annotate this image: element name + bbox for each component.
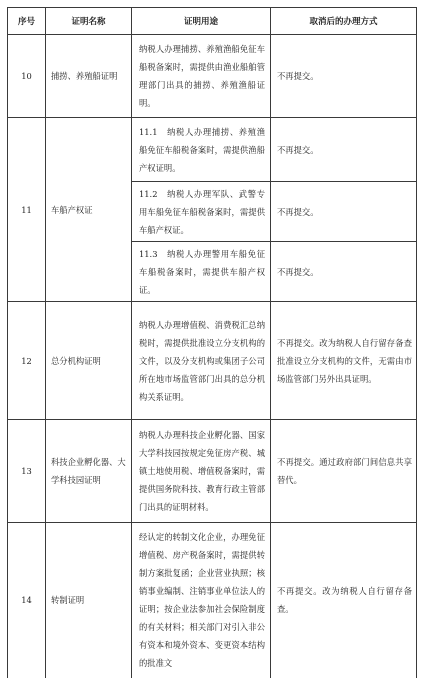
row-usage: 经认定的转制文化企业，办理免征增值税、房产税备案时，需提供转制方案批复函；企业营业执照；核销事业编制、注销事业单位法人的证明；按企业法参加社会保险制度的有关材料；相关部门对引入非公有资本和境外资本、变更资本结构的批准文 <box>132 523 271 678</box>
row-usage: 纳税人办理捕捞、养殖渔船免征车船税备案时，需提供由渔业船舶管理部门出具的捕捞、养殖渔船证明。 <box>132 35 271 118</box>
row-after: 不再提交。通过政府部门间信息共享替代。 <box>271 420 417 523</box>
row-after-sub: 不再提交。 <box>271 182 417 242</box>
header-no: 序号 <box>8 8 46 35</box>
row-after-sub: 不再提交。 <box>271 118 417 182</box>
row-after: 不再提交。改为纳税人自行留存备查批准设立分支机构的文件，无需由市场监管部门另外出具证明。 <box>271 302 417 420</box>
table-row <box>8 118 417 182</box>
row-name: 转制证明 <box>46 523 132 678</box>
row-after-sub: 不再提交。 <box>271 242 417 302</box>
header-after: 取消后的办理方式 <box>271 8 417 35</box>
row-usage: 纳税人办理增值税、消费税汇总纳税时，需提供批准设立分支机构的文件，以及分支机构或集团子公司所在地市场监管部门出具的总分机构关系证明。 <box>132 302 271 420</box>
table-row <box>8 302 417 420</box>
row-no: 14 <box>8 523 46 678</box>
header-name: 证明名称 <box>46 8 132 35</box>
row-no: 11 <box>8 118 46 302</box>
table-row <box>8 35 417 118</box>
row-usage: 纳税人办理科技企业孵化器、国家大学科技园按规定免征房产税、城镇土地使用税、增值税备案时，需提供国务院科技、教育行政主管部门出具的证明材料。 <box>132 420 271 523</box>
row-name: 科技企业孵化器、大学科技园证明 <box>46 420 132 523</box>
row-name: 总分机构证明 <box>46 302 132 420</box>
certificate-table-page <box>7 7 416 678</box>
row-no: 13 <box>8 420 46 523</box>
row-after: 不再提交。改为纳税人自行留存备查。 <box>271 523 417 678</box>
row-usage-sub: 11.2 纳税人办理军队、武警专用车船免征车船税备案时，需提供车船产权证。 <box>132 182 271 242</box>
row-no: 12 <box>8 302 46 420</box>
table-row <box>8 523 417 678</box>
row-after: 不再提交。 <box>271 35 417 118</box>
table-header-row <box>8 8 417 35</box>
header-usage: 证明用途 <box>132 8 271 35</box>
table-row <box>8 420 417 523</box>
row-name: 车船产权证 <box>46 118 132 302</box>
row-usage-sub: 11.3 纳税人办理警用车船免征车船税备案时，需提供车船产权证。 <box>132 242 271 302</box>
certificate-table <box>7 7 417 678</box>
row-name: 捕捞、养殖船证明 <box>46 35 132 118</box>
row-no: 10 <box>8 35 46 118</box>
row-usage-sub: 11.1 纳税人办理捕捞、养殖渔船免征车船税备案时，需提供渔船产权证明。 <box>132 118 271 182</box>
